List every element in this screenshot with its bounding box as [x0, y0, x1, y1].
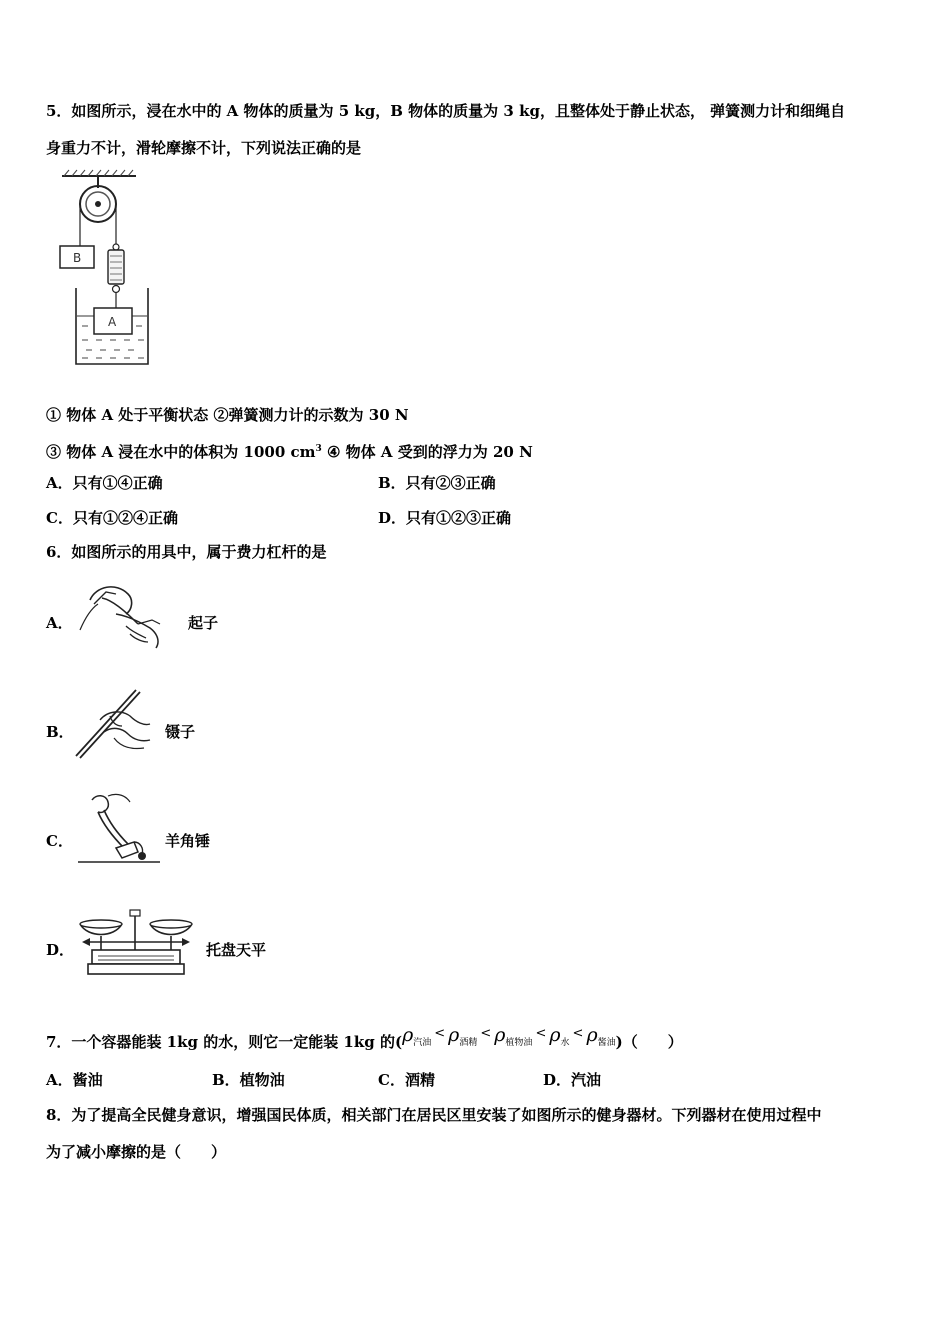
less-than-4: < — [572, 1026, 584, 1041]
sub-water: 水 — [560, 1038, 570, 1048]
q7-stem-suffix: )（ ） — [615, 1033, 683, 1051]
q7-option-b[interactable]: B．植物油 — [212, 1071, 285, 1089]
q5-statement-4: ④ 物体 A 受到的浮力为 20 N — [321, 443, 533, 461]
q7-option-c[interactable]: C．酒精 — [378, 1071, 435, 1089]
q6-option-b-letter[interactable]: B． — [46, 723, 74, 741]
q6-option-b-tweezers-image — [70, 686, 156, 762]
q6-option-a-bottle-opener-image — [76, 580, 172, 654]
q5-statement-3-4 — [46, 439, 533, 462]
q6-option-b-caption: 镊子 — [165, 723, 196, 741]
q7-option-d[interactable]: D．汽油 — [543, 1071, 602, 1089]
q5-statement-1-2: ① 物体 A 处于平衡状态 ②弹簧测力计的示数为 30 N — [46, 406, 409, 424]
q7-option-a[interactable]: A．酱油 — [46, 1071, 103, 1089]
rho-symbol: ρ — [586, 1024, 598, 1046]
q5-option-a[interactable]: A．只有①④正确 — [46, 474, 163, 492]
q6-option-c-claw-hammer-image — [74, 792, 164, 868]
block-b-label: B — [73, 251, 82, 265]
q5-stem-line1: 5．如图所示，浸在水中的 A 物体的质量为 5 kg，B 物体的质量为 3 kg，且整体处于静止状态， 弹簧测力计和细绳自 — [46, 102, 846, 120]
q5-cm-exponent: 3 — [315, 444, 322, 454]
rho-symbol: ρ — [494, 1024, 506, 1046]
sub-soy-sauce: 酱油 — [597, 1038, 616, 1048]
q6-option-d-balance-image — [74, 906, 198, 980]
q6-option-d-caption: 托盘天平 — [206, 941, 267, 959]
q6-option-c-caption: 羊角锤 — [165, 832, 211, 850]
less-than-1: < — [434, 1026, 446, 1041]
less-than-2: < — [480, 1026, 492, 1041]
rho-symbol: ρ — [448, 1024, 460, 1046]
q6-stem: 6．如图所示的用具中，属于费力杠杆的是 — [46, 543, 327, 561]
q6-option-a-letter[interactable]: A． — [46, 614, 73, 632]
block-a-label: A — [108, 315, 117, 329]
q7-density-formula — [402, 1024, 616, 1053]
sub-vegetable-oil: 植物油 — [505, 1038, 533, 1048]
q5-pulley-figure — [52, 168, 156, 370]
q6-option-c-letter[interactable]: C． — [46, 832, 73, 850]
q5-option-d[interactable]: D．只有①②③正确 — [378, 509, 512, 527]
less-than-3: < — [535, 1026, 547, 1041]
q6-option-a-caption: 起子 — [188, 614, 219, 632]
q5-statement-3: ③ 物体 A 浸在水中的体积为 1000 cm — [46, 443, 316, 461]
sub-gasoline: 汽油 — [413, 1038, 432, 1048]
q5-stem-line2: 身重力不计，滑轮摩擦不计，下列说法正确的是 — [46, 139, 362, 157]
q5-option-b[interactable]: B．只有②③正确 — [378, 474, 496, 492]
q7-stem — [46, 1024, 683, 1053]
q8-stem-line2: 为了减小摩擦的是（ ） — [46, 1143, 227, 1161]
sub-alcohol: 酒精 — [459, 1038, 478, 1048]
rho-symbol: ρ — [549, 1024, 561, 1046]
q5-option-c[interactable]: C．只有①②④正确 — [46, 509, 178, 527]
q7-stem-prefix: 7．一个容器能装 1kg 的水，则它一定能装 1kg 的( — [46, 1033, 403, 1051]
q6-option-d-letter[interactable]: D． — [46, 941, 75, 959]
q8-stem-line1: 8．为了提高全民健身意识，增强国民体质，相关部门在居民区里安装了如图所示的健身器材。下列器材在使用过程中 — [46, 1106, 822, 1124]
rho-symbol: ρ — [402, 1024, 414, 1046]
